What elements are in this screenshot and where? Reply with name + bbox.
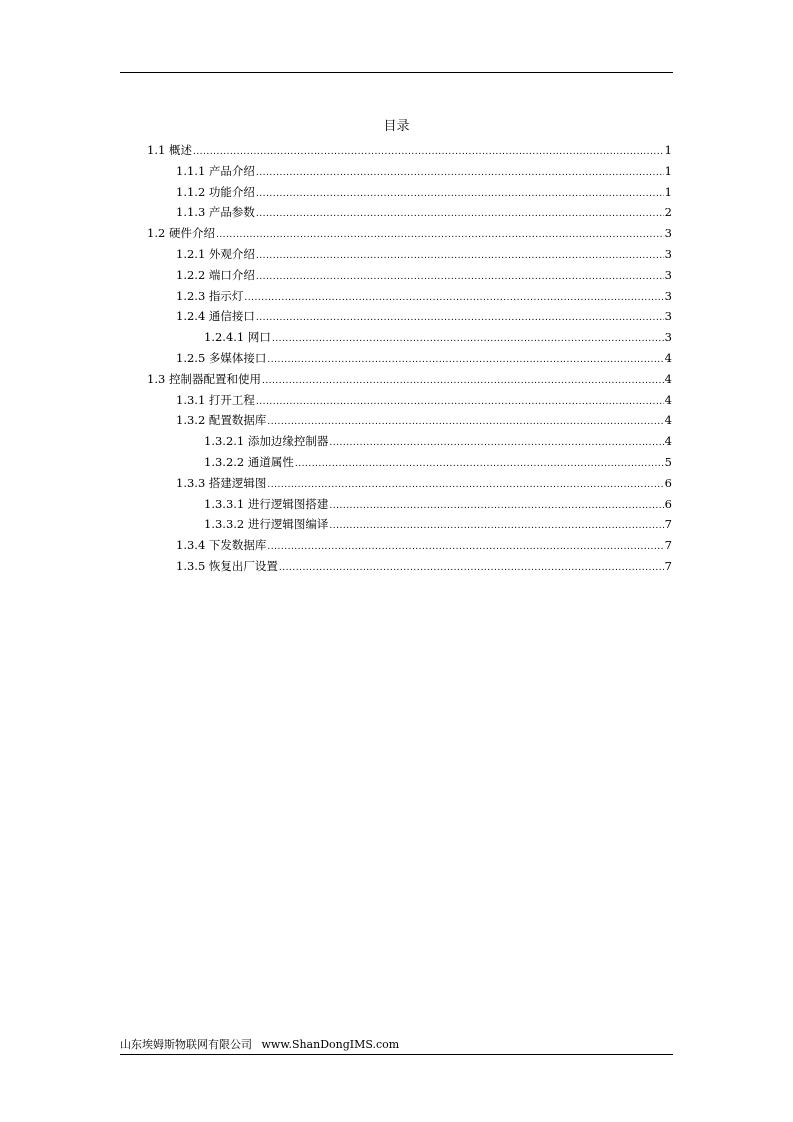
toc-entry-page: 4 <box>664 350 672 365</box>
toc-entry-label: 1.2.1 外观介绍 <box>176 246 255 261</box>
toc-entry[interactable] <box>147 265 672 286</box>
toc-entry-label: 1.1.3 产品参数 <box>176 205 255 220</box>
toc-entry[interactable] <box>147 286 672 307</box>
toc-entry-label: 1.3 控制器配置和使用 <box>147 371 261 386</box>
toc-entry-label: 1.2 硬件介绍 <box>147 226 215 241</box>
footer-website-link[interactable]: www.ShanDongIMS.com <box>261 1038 400 1051</box>
toc-entry[interactable] <box>147 494 672 515</box>
toc-entry-label: 1.3.3.2 进行逻辑图编译 <box>204 517 329 532</box>
toc-title: 目录 <box>383 119 410 134</box>
toc-entry[interactable] <box>147 390 672 411</box>
toc-entry-page: 3 <box>664 246 672 261</box>
toc-dot-leader <box>256 204 664 225</box>
toc-entry-page: 7 <box>664 558 672 573</box>
toc-entry-label: 1.1.1 产品介绍 <box>176 163 255 178</box>
toc-dot-leader <box>329 433 663 454</box>
toc-dot-leader <box>256 163 664 184</box>
toc-entry-page: 3 <box>664 309 672 324</box>
toc-entry[interactable] <box>147 556 672 577</box>
toc-entry-label: 1.1.2 功能介绍 <box>176 184 255 199</box>
toc-entry[interactable] <box>147 244 672 265</box>
toc-entry-label: 1.3.2.2 通道属性 <box>204 454 294 469</box>
toc-entry-label: 1.3.2 配置数据库 <box>176 413 267 428</box>
toc-entry[interactable] <box>147 182 672 203</box>
toc-dot-leader <box>256 246 664 267</box>
toc-entry[interactable] <box>147 369 672 390</box>
toc-entry-page: 6 <box>664 475 672 490</box>
toc-dot-leader <box>262 371 664 392</box>
toc-entry[interactable] <box>147 306 672 327</box>
toc-dot-leader <box>216 225 664 246</box>
toc-dot-leader <box>267 412 663 433</box>
toc-entry[interactable] <box>147 327 672 348</box>
toc-entry-label: 1.1 概述 <box>147 143 192 157</box>
toc-entry-label: 1.2.3 指示灯 <box>176 288 244 303</box>
toc-entry-label: 1.2.5 多媒体接口 <box>176 350 267 365</box>
toc-dot-leader <box>267 475 663 496</box>
toc-dot-leader <box>256 392 664 413</box>
toc-dot-leader <box>256 184 664 205</box>
toc-entry[interactable] <box>147 410 672 431</box>
toc-dot-leader <box>256 308 664 329</box>
toc-entry-label: 1.3.4 下发数据库 <box>176 538 267 553</box>
toc-entry-label: 1.2.4.1 网口 <box>204 330 271 345</box>
header-rule <box>120 72 673 73</box>
toc-entry-page: 4 <box>664 434 672 449</box>
footer-company: 山东埃姆斯物联网有限公司 <box>120 1038 252 1051</box>
toc-entry-page: 4 <box>664 371 672 386</box>
toc-entry-label: 1.3.2.1 添加边缘控制器 <box>204 434 329 449</box>
toc-dot-leader <box>272 329 664 350</box>
toc-entry-label: 1.2.2 端口介绍 <box>176 267 255 282</box>
toc-dot-leader <box>193 142 664 163</box>
toc-dot-leader <box>244 288 663 309</box>
toc-entry[interactable] <box>147 535 672 556</box>
footer-rule <box>120 1054 673 1055</box>
toc-entry-page: 4 <box>664 392 672 407</box>
toc-entry-label: 1.3.1 打开工程 <box>176 392 255 407</box>
toc-entry[interactable] <box>147 431 672 452</box>
toc-entry-page: 3 <box>664 226 672 241</box>
footer <box>120 1038 399 1052</box>
toc-entry-page: 6 <box>664 496 672 511</box>
toc-dot-leader <box>329 516 663 537</box>
table-of-contents <box>147 140 672 577</box>
toc-dot-leader <box>267 537 663 558</box>
toc-entry-page: 1 <box>664 184 672 199</box>
toc-dot-leader <box>329 496 663 517</box>
toc-dot-leader <box>256 267 664 288</box>
toc-entry-page: 3 <box>664 330 672 345</box>
toc-entry-page: 3 <box>664 288 672 303</box>
toc-entry[interactable] <box>147 348 672 369</box>
toc-dot-leader <box>279 558 664 579</box>
toc-entry-page: 1 <box>664 143 672 157</box>
toc-entry-page: 5 <box>664 454 672 469</box>
toc-entry-page: 4 <box>664 413 672 428</box>
toc-entry-page: 2 <box>664 205 672 220</box>
toc-dot-leader <box>295 454 664 475</box>
toc-dot-leader <box>267 350 663 371</box>
toc-entry[interactable] <box>147 452 672 473</box>
toc-entry[interactable] <box>147 202 672 223</box>
toc-entry[interactable] <box>147 473 672 494</box>
toc-entry[interactable] <box>147 223 672 244</box>
toc-entry-label: 1.3.5 恢复出厂设置 <box>176 558 278 573</box>
toc-entry-page: 7 <box>664 538 672 553</box>
toc-entry-label: 1.3.3 搭建逻辑图 <box>176 475 267 490</box>
toc-entry-page: 1 <box>664 163 672 178</box>
toc-entry-label: 1.3.3.1 进行逻辑图搭建 <box>204 496 329 511</box>
toc-entry[interactable] <box>147 140 672 161</box>
toc-entry[interactable] <box>147 514 672 535</box>
toc-entry-page: 7 <box>664 517 672 532</box>
toc-entry-page: 3 <box>664 267 672 282</box>
toc-entry[interactable] <box>147 161 672 182</box>
toc-entry-label: 1.2.4 通信接口 <box>176 309 255 324</box>
